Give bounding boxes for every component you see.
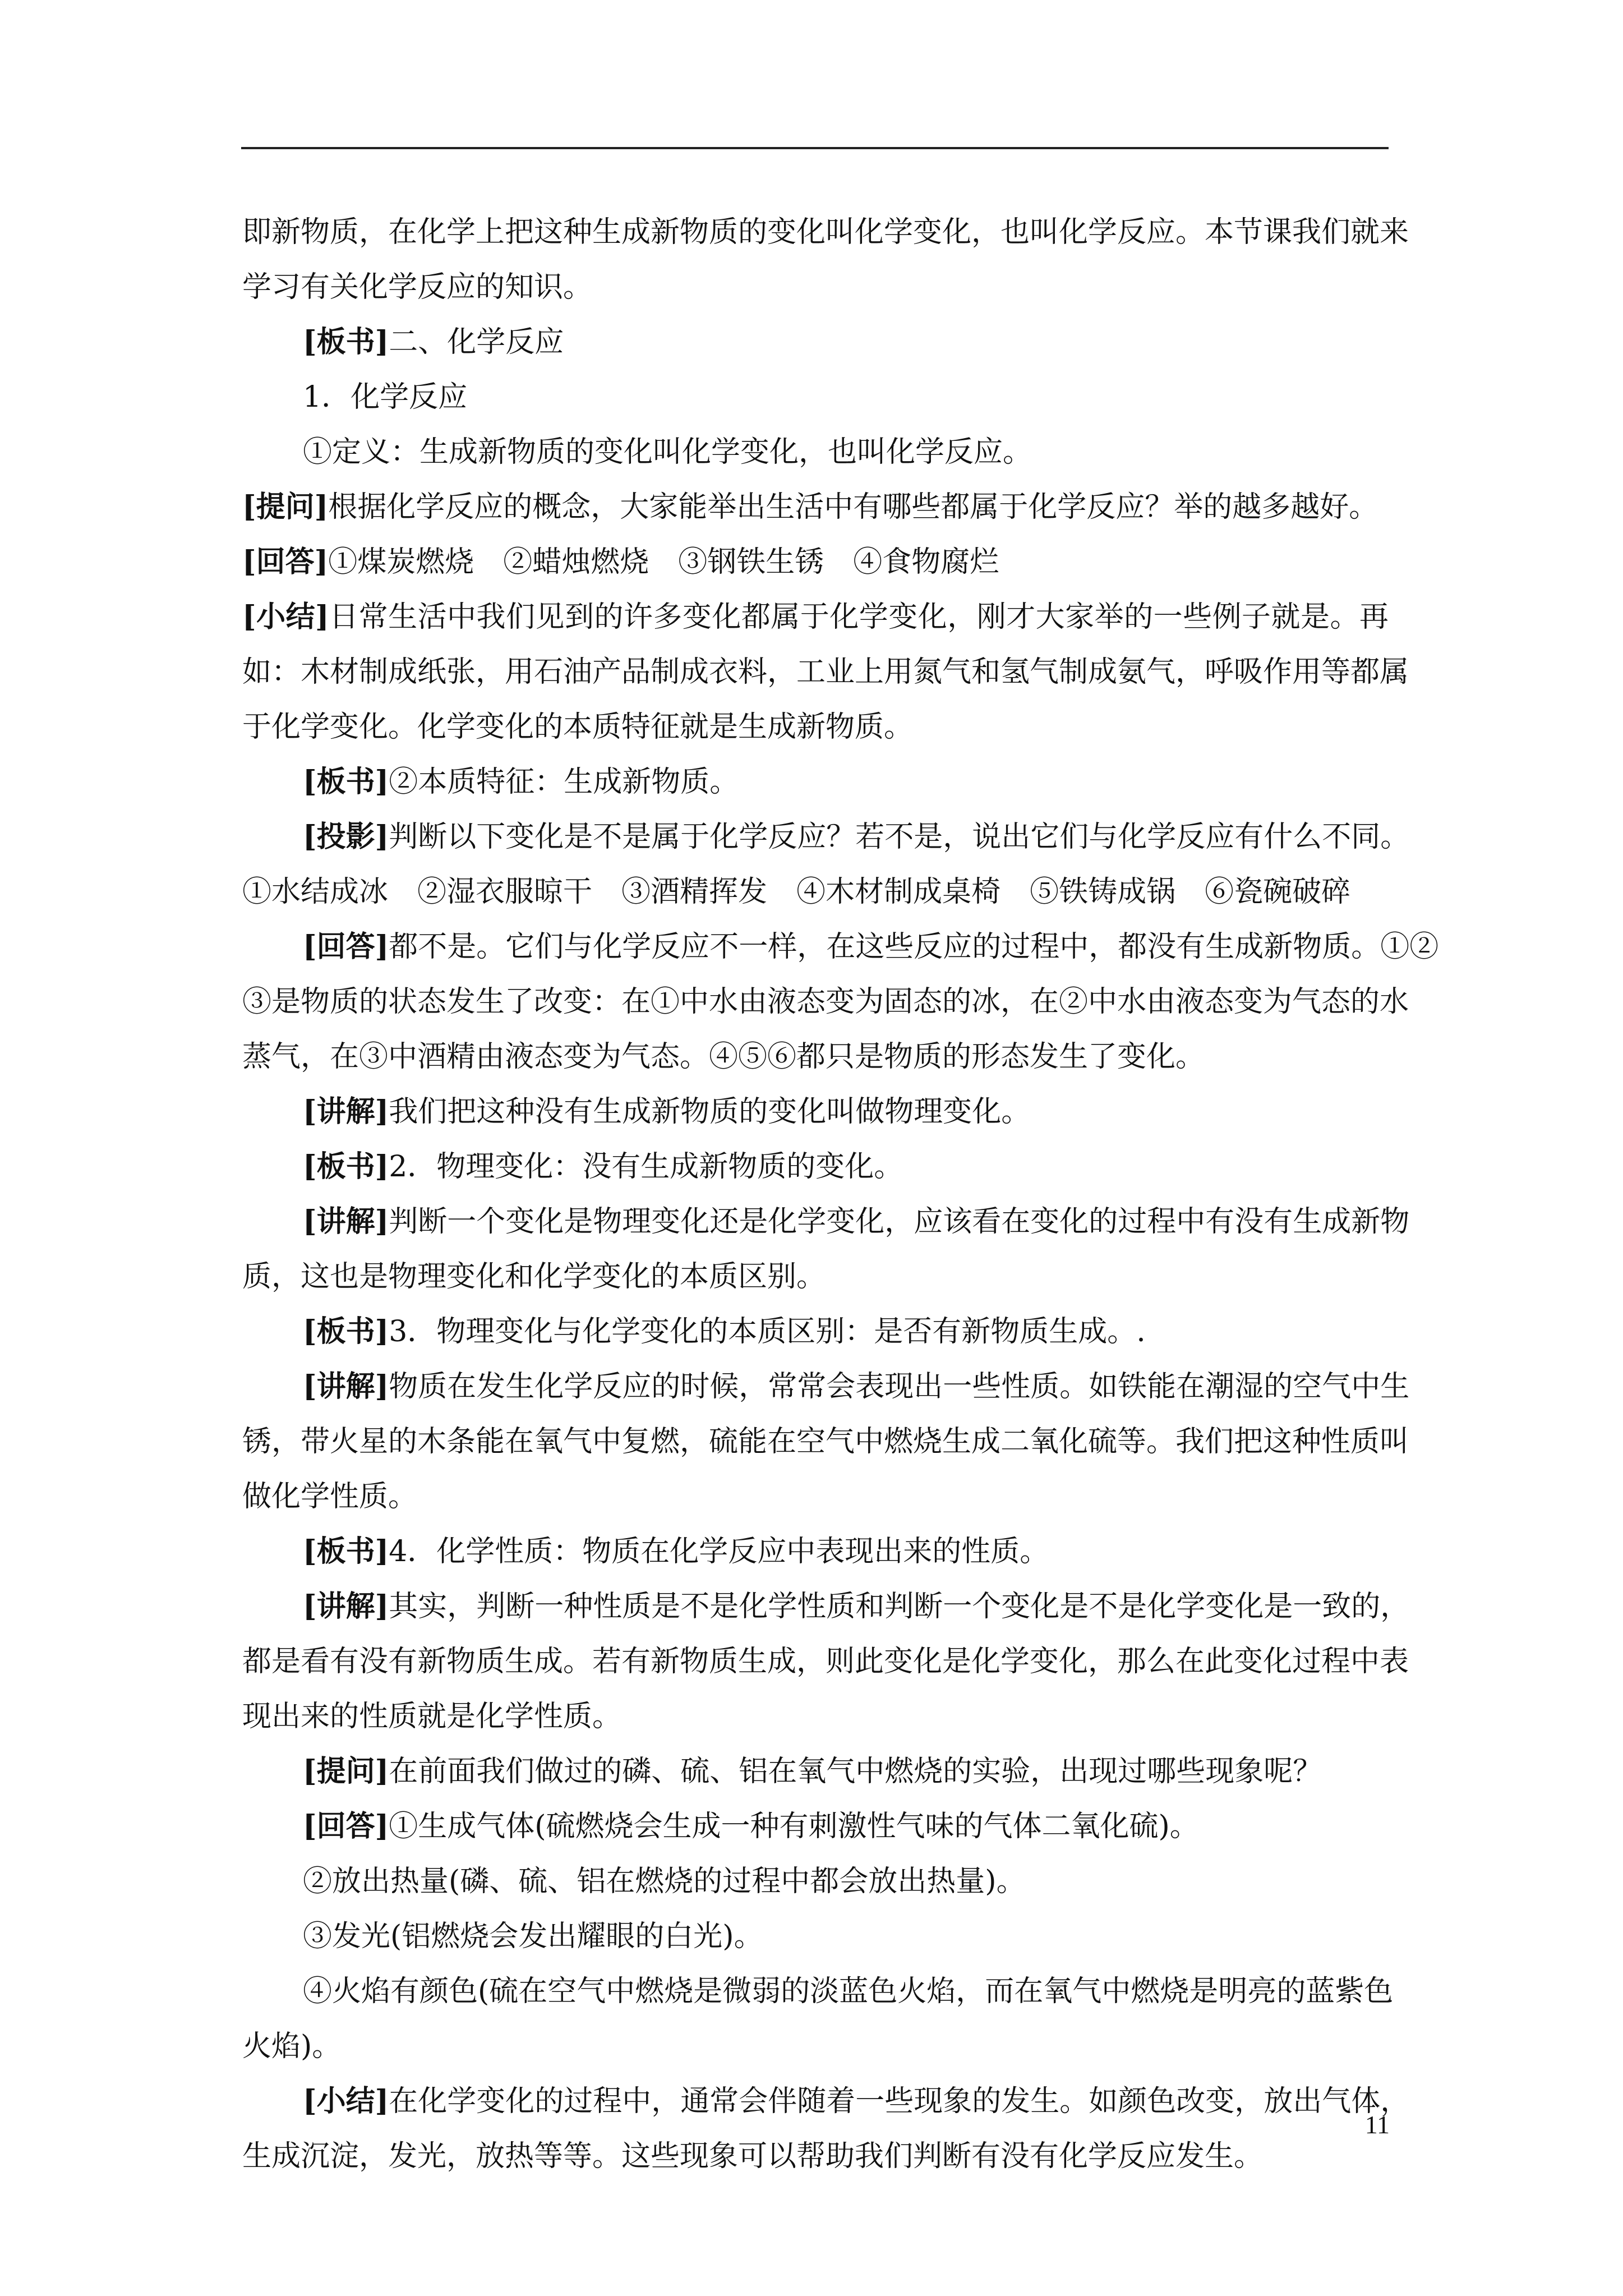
paragraph-line — [242, 645, 1409, 700]
line-text: ②本质特征：生成新物质。 — [389, 765, 739, 799]
example-item: ①水结成冰 — [242, 875, 389, 909]
line-tag: [板书] — [303, 1149, 389, 1184]
paragraph-line — [242, 1304, 1389, 1359]
line-text: 生成沉淀，发光，放热等等。这些现象可以帮助我们判断有没有化学反应发生。 — [242, 2139, 1264, 2173]
line-tag: [讲解] — [303, 1589, 389, 1623]
line-text: 锈，带火星的木条能在氧气中复燃，硫能在空气中燃烧生成二氧化硫等。我们把这种性质叫 — [242, 1425, 1409, 1458]
line-text: 都是看有没有新物质生成。若有新物质生成，则此变化是化学变化，那么在此变化过程中表 — [242, 1645, 1409, 1678]
paragraph-line — [242, 315, 1389, 370]
header-rule — [241, 147, 1389, 149]
line-text: 我们把这种没有生成新物质的变化叫做物理变化。 — [389, 1095, 1031, 1129]
line-tag: [板书] — [303, 1534, 389, 1568]
paragraph-line — [242, 1194, 1410, 1249]
line-text: 其实，判断一种性质是不是化学性质和判断一个变化是不是化学变化是一致的， — [389, 1590, 1410, 1623]
paragraph-line — [242, 1579, 1410, 1634]
line-text: 在化学变化的过程中，通常会伴随着一些现象的发生。如颜色改变，放出气体， — [389, 2085, 1410, 2118]
line-tag: [板书] — [303, 325, 389, 359]
example-list-line — [242, 864, 1389, 919]
line-text: 都不是。它们与化学反应不一样，在这些反应的过程中，都没有生成新物质。①② — [389, 930, 1439, 964]
line-tag: [讲解] — [303, 1094, 389, 1129]
line-tag: [小结] — [303, 2084, 389, 2118]
paragraph-line — [242, 2019, 1389, 2074]
line-text: 在前面我们做过的磷、硫、铝在氧气中燃烧的实验，出现过哪些现象呢？ — [389, 1755, 1322, 1788]
line-tag: [讲解] — [303, 1369, 389, 1404]
line-text: 于化学变化。化学变化的本质特征就是生成新物质。 — [242, 710, 914, 744]
example-item: ③酒精挥发 — [621, 875, 768, 909]
paragraph-line — [242, 1909, 1389, 1964]
paragraph-line — [242, 974, 1409, 1029]
line-tag: [提问] — [242, 490, 329, 524]
line-text: 现出来的性质就是化学性质。 — [242, 1700, 622, 1733]
paragraph-line — [242, 1689, 1389, 1744]
example-item: ⑤铁铸成锅 — [1030, 875, 1176, 909]
line-text: 日常生活中我们见到的许多变化都属于化学变化，刚才大家举的一些例子就是。再 — [329, 600, 1389, 634]
line-tag: [回答] — [303, 930, 389, 964]
line-text: 如：木材制成纸张，用石油产品制成衣料，工业上用氮气和氢气制成氨气，呼吸作用等都属 — [242, 655, 1409, 689]
paragraph-line — [242, 425, 1389, 480]
paragraph-line — [242, 1964, 1394, 2019]
line-text: 判断一个变化是物理变化还是化学变化，应该看在变化的过程中有没有生成新物 — [389, 1205, 1410, 1239]
paragraph-line — [242, 480, 1389, 535]
line-text: 质，这也是物理变化和化学变化的本质区别。 — [242, 1260, 826, 1294]
line-tag: [回答] — [303, 1809, 389, 1843]
answer-item: ①煤炭燃烧 — [328, 545, 474, 579]
paragraph-line — [242, 370, 1389, 425]
line-text: 物质在发生化学反应的时候，常常会表现出一些性质。如铁能在潮湿的空气中生 — [389, 1370, 1410, 1404]
example-item: ⑥瓷碗破碎 — [1205, 875, 1351, 909]
line-text: ③是物质的状态发生了改变：在①中水由液态变为固态的冰，在②中水由液态变为气态的水 — [242, 985, 1409, 1019]
line-text: ①定义：生成新物质的变化叫化学变化，也叫化学反应。 — [303, 435, 1032, 469]
line-text: 蒸气，在③中酒精由液态变为气态。④⑤⑥都只是物质的形态发生了变化。 — [242, 1040, 1205, 1074]
paragraph-line — [242, 1524, 1389, 1579]
paragraph-line — [242, 700, 1389, 754]
paragraph-line — [242, 809, 1410, 864]
paragraph-line — [242, 1744, 1389, 1799]
answer-list-line — [242, 535, 1389, 590]
paragraph-line — [242, 2074, 1410, 2129]
paragraph-line — [242, 1084, 1389, 1139]
line-tag: [小结] — [242, 600, 329, 634]
line-text: ①生成气体(硫燃烧会生成一种有刺激性气味的气体二氧化硫)。 — [389, 1810, 1199, 1843]
line-tag: [投影] — [303, 820, 389, 854]
paragraph-line — [242, 754, 1389, 809]
paragraph-line — [242, 1139, 1389, 1194]
answer-item: ②蜡烛燃烧 — [503, 545, 649, 579]
line-tag: [回答] — [242, 545, 329, 579]
paragraph-line — [242, 1799, 1389, 1854]
line-text: ②放出热量(磷、硫、铝在燃烧的过程中都会放出热量)。 — [303, 1865, 1026, 1898]
page-number: 11 — [1364, 2110, 1390, 2139]
line-text: 二、化学反应 — [389, 325, 564, 359]
line-text: 火焰)。 — [242, 2030, 342, 2063]
paragraph-line — [242, 205, 1409, 260]
line-text: 即新物质，在化学上把这种生成新物质的变化叫化学变化，也叫化学反应。本节课我们就来 — [242, 215, 1409, 249]
line-tag: [提问] — [303, 1754, 389, 1788]
line-tag: [板书] — [303, 1314, 389, 1349]
paragraph-line — [242, 919, 1439, 974]
paragraph-line — [242, 1029, 1389, 1084]
line-text: 4．化学性质：物质在化学反应中表现出来的性质。 — [389, 1535, 1049, 1568]
paragraph-line — [242, 1414, 1409, 1469]
line-text: ③发光(铝燃烧会发出耀眼的白光)。 — [303, 1920, 763, 1953]
paragraph-line — [242, 1634, 1409, 1689]
answer-item: ③钢铁生锈 — [678, 545, 824, 579]
line-text: 判断以下变化是不是属于化学反应？若不是，说出它们与化学反应有什么不同。 — [389, 820, 1410, 854]
line-text: 3．物理变化与化学变化的本质区别：是否有新物质生成。. — [389, 1315, 1146, 1349]
paragraph-line — [242, 590, 1389, 645]
paragraph-line — [242, 1249, 1389, 1304]
line-tag: [讲解] — [303, 1204, 389, 1239]
paragraph-line — [242, 1359, 1410, 1414]
line-text: 1．化学反应 — [303, 380, 468, 414]
line-text: 做化学性质。 — [242, 1480, 418, 1513]
line-text: ④火焰有颜色(硫在空气中燃烧是微弱的淡蓝色火焰，而在氧气中燃烧是明亮的蓝紫色 — [303, 1975, 1394, 2008]
example-item: ②湿衣服晾干 — [417, 875, 593, 909]
paragraph-line — [242, 1854, 1389, 1909]
line-text: 2．物理变化：没有生成新物质的变化。 — [389, 1150, 903, 1184]
body-text — [242, 205, 1439, 2184]
paragraph-line — [242, 1469, 1389, 1524]
line-text: 根据化学反应的概念，大家能举出生活中有哪些都属于化学反应？举的越多越好。 — [328, 490, 1378, 524]
line-tag: [板书] — [303, 765, 389, 799]
answer-item: ④食物腐烂 — [853, 545, 999, 579]
paragraph-line — [242, 260, 1389, 315]
paragraph-line — [242, 2129, 1389, 2184]
line-text: 学习有关化学反应的知识。 — [242, 270, 593, 304]
example-item: ④木材制成桌椅 — [796, 875, 1001, 909]
